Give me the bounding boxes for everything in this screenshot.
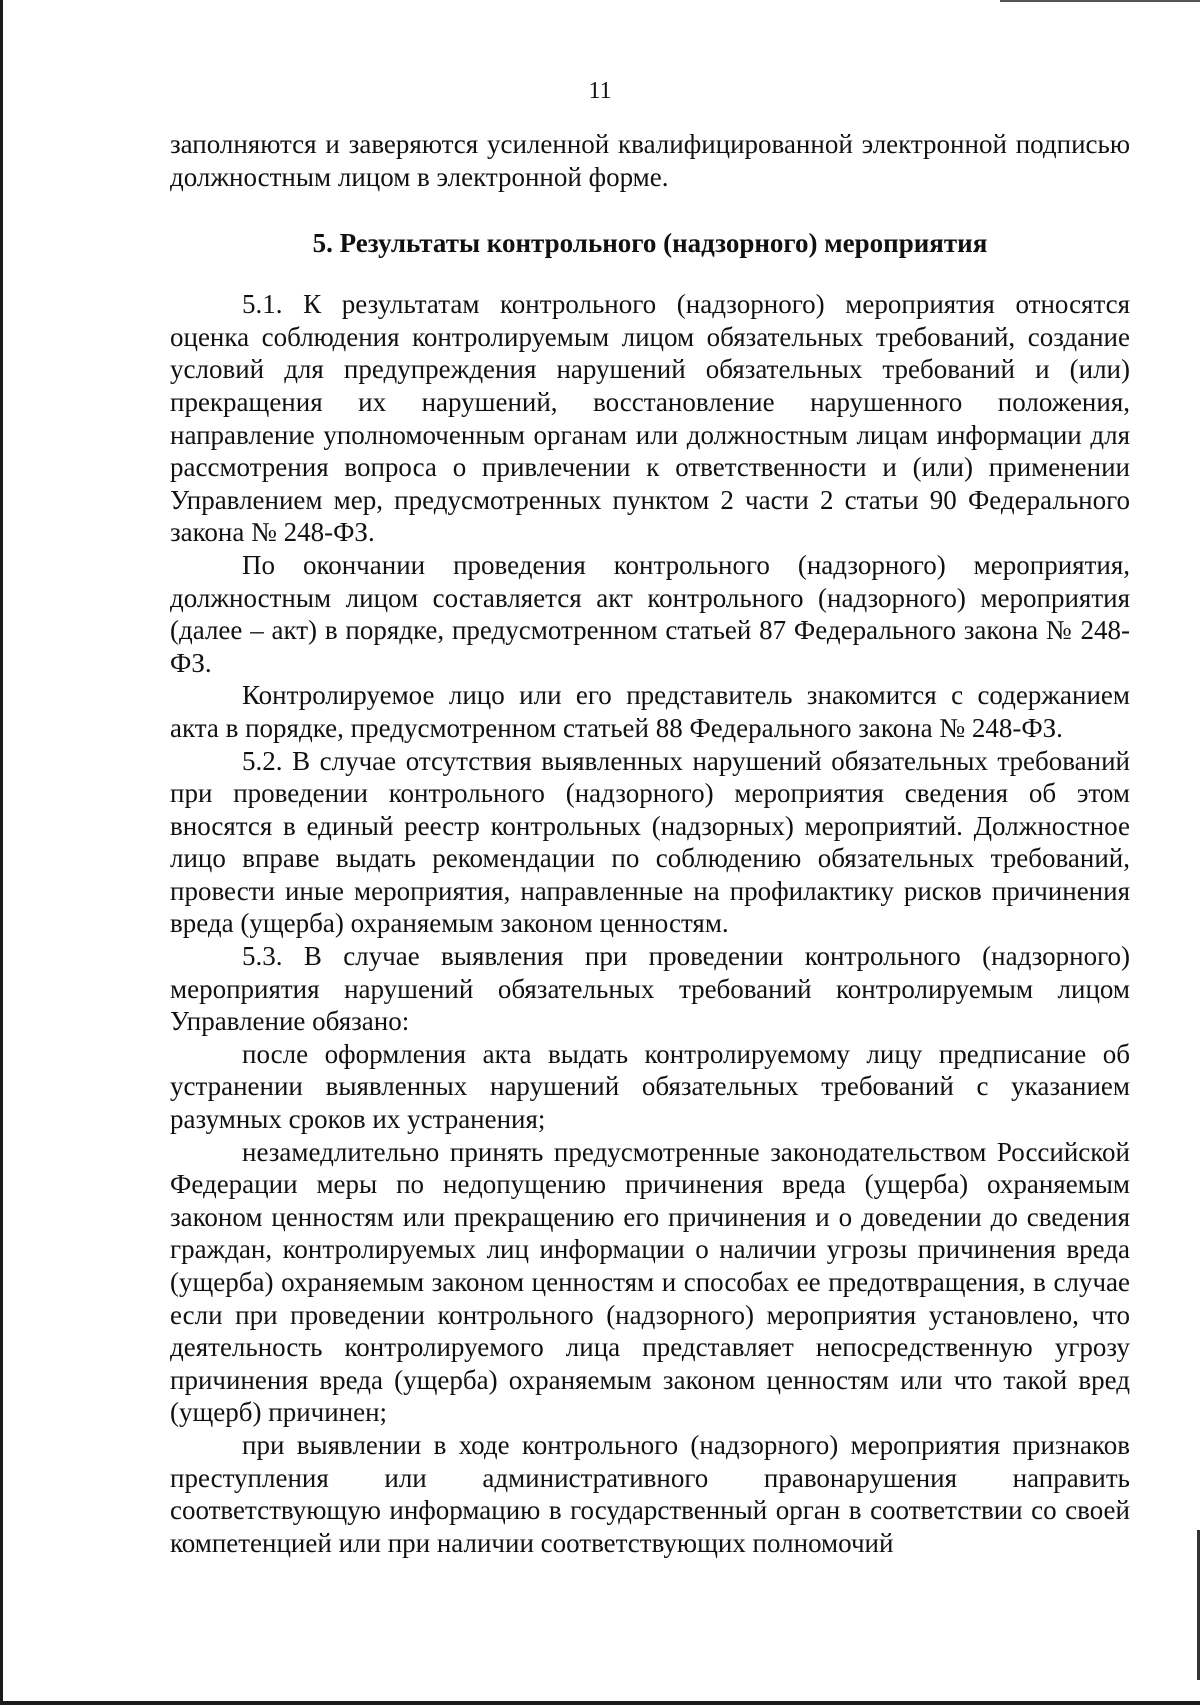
paragraph-immediate-measures: незамедлительно принять предусмотренные законодательством Российской Федерации меры по недопущению причинения вреда (ущерба) охраняемым законом ценностям или прекращению его причинения и о доведении до сведения граждан, контролируемых лиц информации о наличии угрозы причинения вреда (ущерба) охраняемым законом ценностям и способах ее предотвращения, в случае если при проведении контрольного (надзорного) мероприятия установлено, что деятельность контролируемого лица представляет непосредственную угрозу причинения вреда (ущерба) охраняемым законом ценностям или что такой вред (ущерб) причинен; xyxy=(170,1136,1130,1428)
section-heading: 5. Результаты контрольного (надзорного) мероприятия xyxy=(312,228,988,259)
paragraph-5-3: 5.3. В случае выявления при проведении контрольного (надзорного) мероприятия нарушений обязательных требований контролируемым лицом Управление обязано: xyxy=(170,941,1130,1037)
page-number: 11 xyxy=(588,78,612,104)
paragraph-5-1: 5.1. К результатам контрольного (надзорного) мероприятия относятся оценка соблюдения контролируемым лицом обязательных требований, создание условий для предупреждения нарушений обязательных требований и (или) прекращения их нарушений, восстановление нарушенного положения, направление уполномоченным органам или должностным лицам информации для рассмотрения вопроса о привлечении к ответственности и (или) применении Управлением мер, предусмотренных пунктом 2 части 2 статьи 90 Федерального закона № 248-ФЗ. xyxy=(170,289,1130,548)
scan-edge-top xyxy=(1000,0,1200,2)
paragraph-crime-signs: при выявлении в ходе контрольного (надзорного) мероприятия признаков преступления или административного правонарушения направить соответствующую информацию в государственный орган в соответствии со своей компетенцией или при наличии соответствующих полномочий xyxy=(170,1429,1130,1558)
document-body xyxy=(170,128,1130,1559)
paragraph-5-2: 5.2. В случае отсутствия выявленных нарушений обязательных требований при проведении контрольного (надзорного) мероприятия сведения об этом вносятся в единый реестр контрольных (надзорных) мероприятий. Должностное лицо вправе выдать рекомендации по соблюдению обязательных требований, провести иные мероприятия, направленные на профилактику рисков причинения вреда (ущерба) охраняемым законом ценностям. xyxy=(170,745,1130,939)
scan-edge-left xyxy=(0,0,3,1705)
scan-edge-bottom xyxy=(0,1701,1200,1705)
intro-paragraph: заполняются и заверяются усиленной квалифицированной электронной подписью должностным лицом в электронной форме. xyxy=(170,129,1130,192)
paragraph-order-issue: после оформления акта выдать контролируемому лицу предписание об устранении выявленных нарушений обязательных требований с указанием разумных сроков их устранения; xyxy=(170,1038,1130,1135)
paragraph-act-drafting: По окончании проведения контрольного (надзорного) мероприятия, должностным лицом составляется акт контрольного (надзорного) мероприятия (далее – акт) в порядке, предусмотренном статьей 87 Федерального закона № 248-ФЗ. xyxy=(170,549,1130,678)
paragraph-act-review: Контролируемое лицо или его представитель знакомится с содержанием акта в порядке, предусмотренном статьей 88 Федерального закона № 248-ФЗ. xyxy=(170,680,1130,743)
